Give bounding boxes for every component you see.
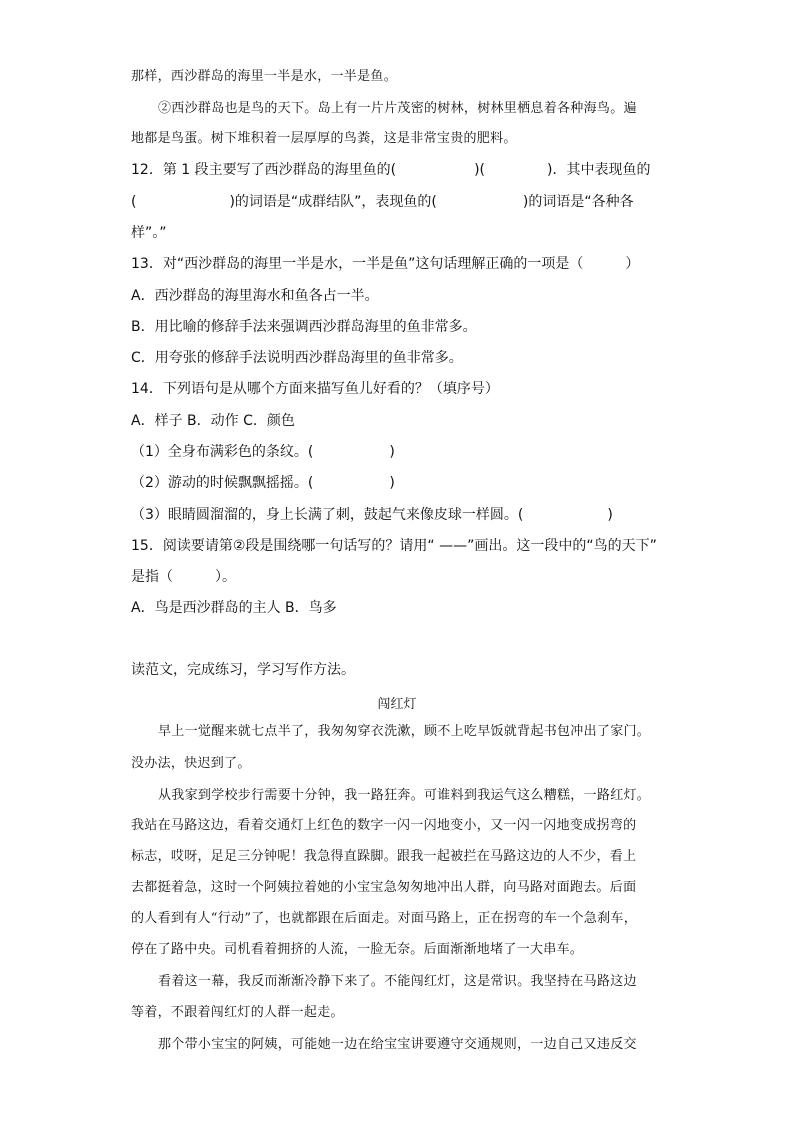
option-a: A．西沙群岛的海里海水和鱼各占一半。 [131, 288, 379, 304]
question-15-stem: 15．阅读要请第②段是围绕哪一句话写的？请用“ ——”画出。这一段中的“鸟的天下” [131, 538, 657, 554]
passage-line: 地都是鸟蛋。树下堆积着一层厚厚的鸟粪，这是非常宝贵的肥料。 [131, 131, 517, 146]
q12-text: ( [131, 194, 137, 210]
essay-line: 从我家到学校步行需要十分钟，我一路狂奔。可谁料到我运气这么糟糕，一路红灯。 [158, 788, 651, 803]
option-b: B．用比喻的修辞手法来强调西沙群岛海里的鱼非常多。 [131, 319, 477, 335]
q12-text: )．其中表现鱼的 [547, 162, 651, 178]
question-15-stem: 是指（ ）。 [131, 569, 236, 585]
q12-text: )的词语是“成群结队”，表现鱼的( [229, 194, 437, 210]
essay-line: 的人看到有人“行动”了，也就都跟在后面走。对面马路上，正在拐弯的车一个急刹车， [131, 911, 637, 926]
question-12-line1 [131, 161, 651, 179]
item-close: ) [607, 507, 613, 523]
essay-line: 我站在马路这边，看着交通灯上红色的数字一闪一闪地变小，又一闪一闪地变成拐弯的 [131, 818, 637, 833]
question-14-item [131, 443, 395, 461]
essay-line: 等着，不跟着闯红灯的人群一起走。 [131, 1005, 344, 1020]
essay-line: 没办法，快迟到了。 [131, 756, 251, 771]
essay-line: 那个带小宝宝的阿姨，可能她一边在给宝宝讲要遵守交通规则，一边自己又违反交 [158, 1037, 637, 1052]
item-text: （1）全身布满彩色的条纹。( [131, 444, 314, 460]
passage-line: 那样，西沙群岛的海里一半是水，一半是鱼。 [131, 69, 398, 84]
question-14-options: A．样子 B．动作 C．颜色 [131, 413, 295, 429]
essay-title: 闯红灯 [377, 697, 417, 712]
question-12-line2 [131, 193, 634, 211]
essay-line: 停在了路中央。司机看着拥挤的人流，一脸无奈。后面渐渐地堵了一大串车。 [131, 942, 584, 957]
item-close: ) [389, 444, 395, 460]
question-14-item [131, 506, 613, 524]
q12-text: 样”。” [131, 225, 167, 241]
q12-text: )( [474, 162, 486, 178]
item-close: ) [389, 475, 395, 491]
item-text: （3）眼睛圆溜溜的，身上长满了刺，鼓起气来像皮球一样圆。( [131, 507, 524, 523]
essay-line: 看着这一幕，我反而渐渐冷静下来了。不能闯红灯，这是常识。我坚持在马路这边 [158, 974, 637, 989]
essay-line: 标志，哎呀，足足三分钟呢！我急得直跺脚。跟我一起被拦在马路这边的人不少，看上 [131, 849, 637, 864]
q12-text: 12．第 1 段主要写了西沙群岛的海里鱼的( [131, 162, 397, 178]
essay-line: 早上一觉醒来就七点半了，我匆匆穿衣洗漱，顾不上吃早饭就背起书包冲出了家门。 [158, 724, 651, 739]
question-14-item [131, 474, 395, 492]
item-text: （2）游动的时候飘飘摇摇。( [131, 475, 314, 491]
question-14-stem: 14．下列语句是从哪个方面来描写鱼儿好看的？（填序号） [131, 381, 499, 397]
passage-line: ②西沙群岛也是鸟的天下。岛上有一片片茂密的树林，树林里栖息着各种海鸟。遍 [158, 101, 637, 116]
essay-line: 去都挺着急，这时一个阿姨拉着她的小宝宝急匆匆地冲出人群，向马路对面跑去。后面 [131, 880, 637, 895]
question-15-options: A．鸟是西沙群岛的主人 B．鸟多 [131, 600, 337, 616]
question-13-stem: 13．对“西沙群岛的海里一半是水，一半是鱼”这句话理解正确的一项是（ ） [131, 256, 640, 272]
q12-text: )的词语是“各种各 [522, 194, 634, 210]
section-instruction: 读范文，完成练习，学习写作方法。 [131, 662, 355, 678]
option-c: C．用夸张的修辞手法说明西沙群岛海里的鱼非常多。 [131, 350, 463, 366]
